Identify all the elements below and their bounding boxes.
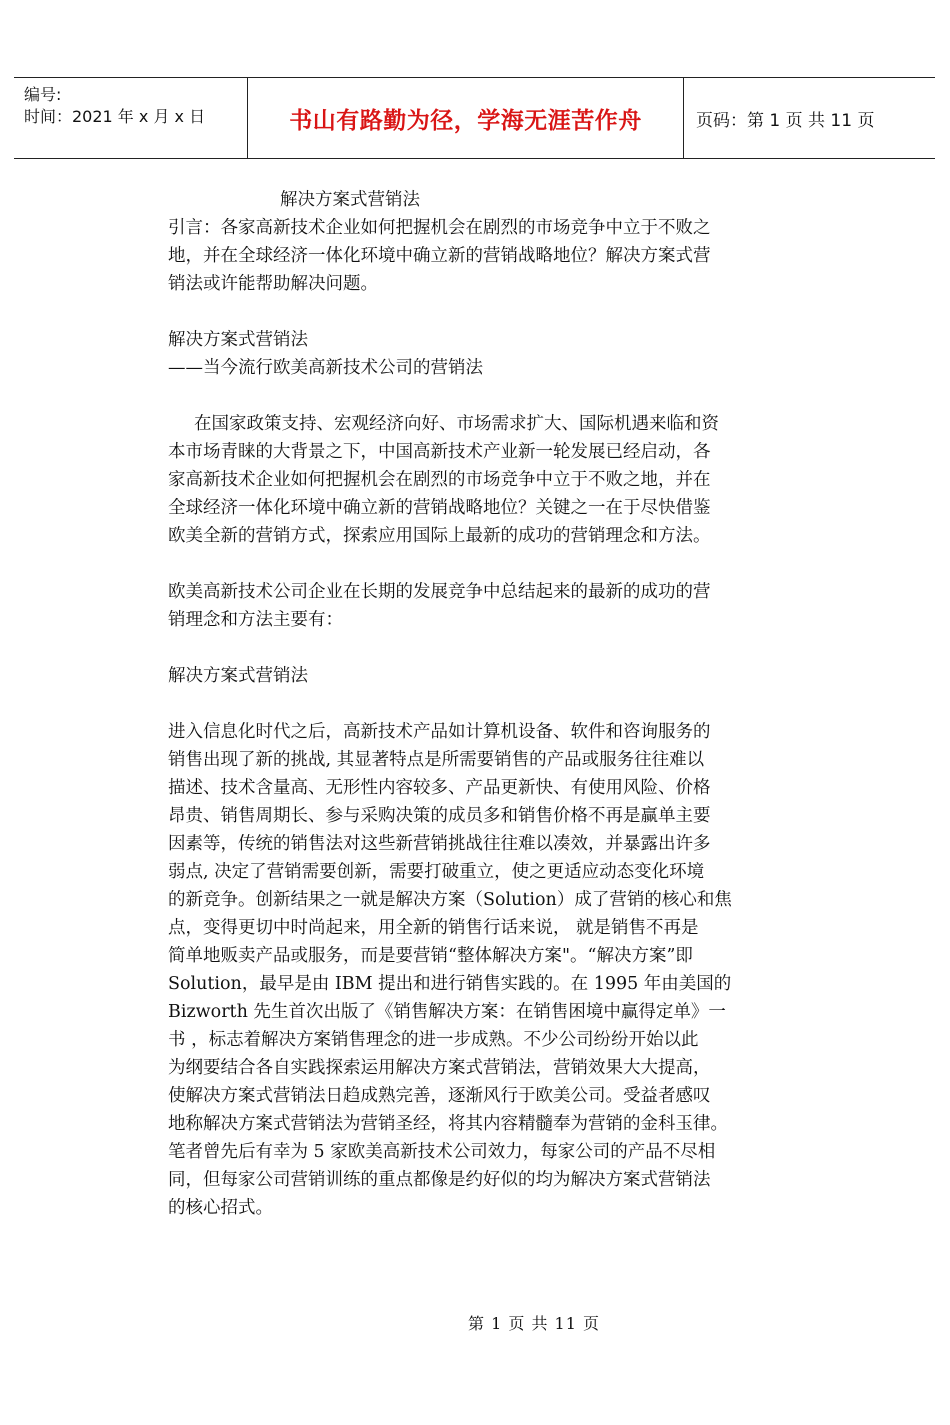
section-title: 解决方案式营销法 [168, 330, 308, 350]
header-motto-cell [248, 78, 684, 158]
paragraph-line: 家高新技术企业如何把握机会在剧烈的市场竞争中立于不败之地，并在 [168, 470, 711, 490]
paragraph-line: 全球经济一体化环境中确立新的营销战略地位？关键之一在于尽快借鉴 [168, 498, 711, 518]
paragraph-line: 销理念和方法主要有： [168, 610, 343, 630]
header-motto: 书山有路勤为径，学海无涯苦作舟 [289, 107, 642, 134]
header-page-cell [684, 78, 935, 158]
paragraph-line: 地称解决方案式营销法为营销圣经，将其内容精髓奉为营销的金科玉律。 [168, 1114, 728, 1134]
section-subtitle: ——当今流行欧美高新技术公司的营销法 [168, 358, 483, 378]
intro-line: 引言：各家高新技术企业如何把握机会在剧烈的市场竞争中立于不败之 [168, 218, 711, 238]
paragraph-line: 因素等，传统的销售法对这些新营销挑战往往难以凑效，并暴露出许多 [168, 834, 711, 854]
document-number-label: 编号: [24, 85, 62, 104]
paragraph-line: 欧美高新技术公司企业在长期的发展竞争中总结起来的最新的成功的营 [168, 582, 711, 602]
intro-line: 销法或许能帮助解决问题。 [168, 274, 378, 294]
paragraph-line: 进入信息化时代之后，高新技术产品如计算机设备、软件和咨询服务的 [168, 722, 711, 742]
footer-page-number: 第 1 页 共 11 页 [468, 1314, 600, 1333]
paragraph-line: 弱点, 决定了营销需要创新，需要打破重立，使之更适应动态变化环境 [168, 862, 705, 882]
paragraph-line: 的新竞争。创新结果之一就是解决方案（Solution）成了营销的核心和焦 [168, 890, 732, 910]
paragraph-line: Solution，最早是由 IBM 提出和进行销售实践的。在 1995 年由美国的 [168, 974, 732, 994]
header-info-cell [14, 78, 248, 158]
paragraph-line: 书 ，标志着解决方案销售理念的进一步成熟。不少公司纷纷开始以此 [168, 1030, 699, 1050]
document-title: 解决方案式营销法 [280, 190, 420, 210]
document-body [168, 186, 788, 1222]
paragraph-line: 本市场青睐的大背景之下，中国高新技术产业新一轮发展已经启动，各 [168, 442, 711, 462]
paragraph-line: 为纲要结合各自实践探索运用解决方案式营销法，营销效果大大提高， [168, 1058, 711, 1078]
paragraph-line: 使解决方案式营销法日趋成熟完善，逐渐风行于欧美公司。受益者感叹 [168, 1086, 711, 1106]
paragraph-line: 简单地贩卖产品或服务，而是要营销“整体解决方案"。“解决方案”即 [168, 946, 693, 966]
paragraph-line: 昂贵、销售周期长、参与采购决策的成员多和销售价格不再是赢单主要 [168, 806, 711, 826]
paragraph-line: Bizworth 先生首次出版了《销售解决方案：在销售困境中赢得定单》一 [168, 1002, 726, 1022]
paragraph-line: 的核心招式。 [168, 1198, 273, 1218]
paragraph-line: 点，变得更切中时尚起来，用全新的销售行话来说， 就是销售不再是 [168, 918, 699, 938]
paragraph-line: 在国家政策支持、宏观经济向好、市场需求扩大、国际机遇来临和资 [194, 414, 719, 434]
header-page-number: 页码：第 1 页 共 11 页 [696, 110, 875, 131]
page-footer [0, 1311, 950, 1334]
page-header [14, 77, 935, 159]
document-date-label: 时间：2021 年 x 月 x 日 [24, 107, 206, 126]
paragraph-line: 同，但每家公司营销训练的重点都像是约好似的均为解决方案式营销法 [168, 1170, 711, 1190]
paragraph-line: 描述、技术含量高、无形性内容较多、产品更新快、有使用风险、价格 [168, 778, 711, 798]
paragraph-line: 笔者曾先后有幸为 5 家欧美高新技术公司效力，每家公司的产品不尽相 [168, 1142, 716, 1162]
intro-line: 地，并在全球经济一体化环境中确立新的营销战略地位？解决方案式营 [168, 246, 711, 266]
subsection-heading: 解决方案式营销法 [168, 666, 308, 686]
paragraph-line: 销售出现了新的挑战, 其显著特点是所需要销售的产品或服务往往难以 [168, 750, 705, 770]
paragraph-line: 欧美全新的营销方式，探索应用国际上最新的成功的营销理念和方法。 [168, 526, 711, 546]
